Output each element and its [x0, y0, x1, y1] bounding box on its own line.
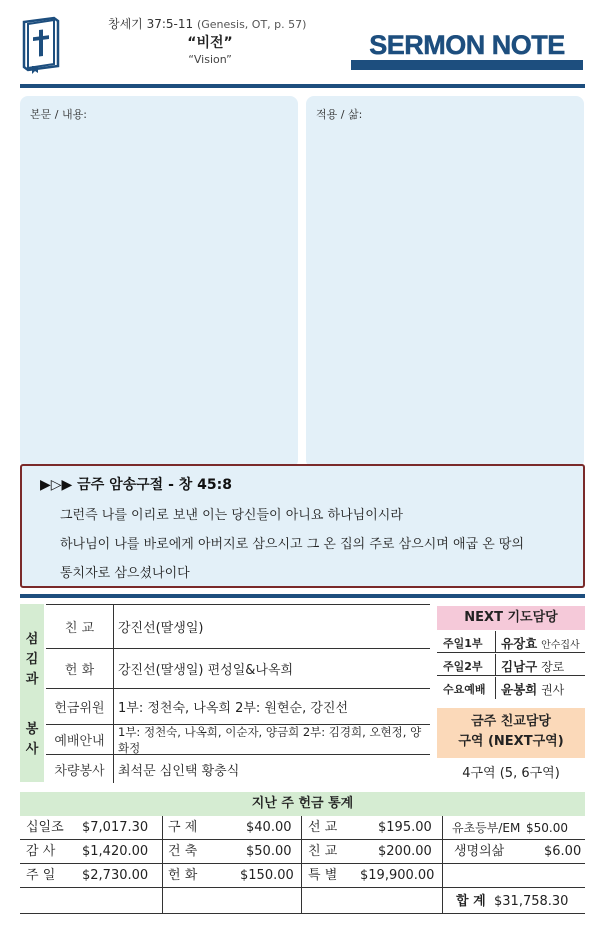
- prayer-day: 주일2부: [443, 660, 483, 673]
- service-value: 최석문 심인택 황충식: [118, 763, 240, 779]
- side-char: 봉: [25, 722, 39, 737]
- side-char: 김: [25, 652, 39, 667]
- content-notes-panel[interactable]: [20, 96, 298, 468]
- memory-verse-line: 그런즉 나를 이리로 보낸 이는 당신들이 아니요 하나님이시라: [60, 508, 403, 523]
- bible-icon: [20, 16, 62, 74]
- service-row: [46, 649, 430, 689]
- prayer-title: 안수집사: [541, 640, 580, 651]
- offering-label: 유초등부/EM: [452, 821, 521, 835]
- brand-banner: [351, 28, 583, 62]
- service-label: 차량봉사: [46, 755, 114, 783]
- service-side-label: [20, 604, 44, 782]
- prayer-row: [437, 631, 585, 653]
- brand-text: SERMON NOTE: [369, 30, 565, 60]
- offering-col-divider: [162, 816, 163, 914]
- side-char: 사: [25, 742, 39, 757]
- next-prayer-heading: NEXT 기도담당: [437, 606, 585, 630]
- offering-label: 선 교: [308, 820, 338, 835]
- service-value: 강진선(딸생일) 편성일&나옥희: [118, 663, 294, 678]
- memory-verse-box: [20, 464, 585, 588]
- offering-label: 생명의삶: [454, 844, 505, 859]
- prayer-title: 장로: [541, 660, 565, 674]
- offering-amount: $50.00: [246, 844, 292, 859]
- prayer-person: [501, 680, 564, 698]
- offering-amount: $2,730.00: [82, 868, 149, 883]
- prayer-person: [501, 657, 564, 675]
- offering-amount: $7,017.30: [82, 820, 149, 835]
- application-notes-panel[interactable]: [306, 96, 584, 468]
- offering-amount: $40.00: [246, 820, 292, 835]
- offering-amount: $1,420.00: [82, 844, 149, 859]
- prayer-name: 유장효: [501, 636, 538, 651]
- offering-label: 친 교: [308, 844, 338, 859]
- sermon-title-english: “Vision”: [188, 53, 232, 66]
- offering-amount: $50.00: [526, 821, 568, 835]
- prayer-row: [437, 654, 585, 676]
- offering-amount: $6.00: [544, 844, 582, 859]
- fellowship-line2: 구역 (NEXT구역): [458, 734, 564, 749]
- passage-subtext: (Genesis, OT, p. 57): [196, 18, 307, 31]
- scripture-reference: [108, 15, 306, 32]
- sermon-title: “비전”: [187, 35, 233, 51]
- prayer-name: 김남구: [501, 659, 538, 674]
- offering-table: [20, 816, 585, 914]
- offering-total-row: [20, 888, 585, 914]
- offering-label: 특 별: [308, 868, 338, 883]
- service-row: [46, 689, 430, 725]
- service-row: [46, 605, 430, 649]
- side-char: 과: [25, 672, 39, 687]
- prayer-title: 권사: [541, 683, 565, 697]
- fellowship-heading-box: [437, 708, 585, 758]
- offering-heading: 지난 주 헌금 통계: [20, 792, 585, 816]
- service-row: [46, 725, 430, 755]
- offering-label: 구 제: [168, 820, 198, 835]
- offering-col-divider: [442, 816, 443, 914]
- content-notes-label: 본문 / 내용:: [30, 108, 87, 121]
- offering-row: [20, 816, 585, 840]
- header-divider: [20, 84, 585, 88]
- divider: [495, 654, 496, 675]
- offering-label: 건 축: [168, 844, 198, 859]
- memory-verse-line: 통치자로 삼으셨나이다: [60, 566, 190, 581]
- service-row: [46, 755, 430, 783]
- service-label: 헌금위원: [46, 689, 114, 724]
- prayer-row: [437, 677, 585, 699]
- offering-amount: $19,900.00: [360, 868, 435, 883]
- fellowship-value: 4구역 (5, 6구역): [462, 766, 560, 781]
- memory-verse-heading: ▶▷▶ 금주 암송구절 - 창 45:8: [40, 477, 232, 493]
- divider: [495, 677, 496, 699]
- offering-amount: $150.00: [240, 868, 294, 883]
- offering-amount: $200.00: [378, 844, 432, 859]
- passage-text: 창세기 37:5-11: [108, 17, 194, 31]
- offering-row: [20, 840, 585, 864]
- prayer-day: 주일1부: [443, 637, 483, 650]
- offering-label: 헌 화: [168, 868, 198, 883]
- offering-row: [20, 864, 585, 888]
- prayer-name: 윤봉희: [501, 682, 538, 697]
- offering-label: 감 사: [26, 844, 56, 859]
- offering-total-amount: $31,758.30: [494, 894, 569, 909]
- service-label: 예배안내: [46, 725, 114, 754]
- service-value: 강진선(딸생일): [118, 621, 204, 636]
- divider: [495, 631, 496, 652]
- application-notes-label: 적용 / 삶:: [316, 108, 363, 121]
- fellowship-line1: 금주 친교담당: [471, 714, 551, 729]
- offering-label: 십일조: [26, 820, 64, 835]
- prayer-person: [501, 634, 580, 652]
- offering-col-divider: [301, 816, 302, 914]
- offering-label: 주 일: [26, 868, 56, 883]
- service-label: 헌 화: [46, 649, 114, 688]
- offering-amount: $195.00: [378, 820, 432, 835]
- section-divider: [20, 594, 585, 598]
- service-value: 1부: 정천숙, 나옥희 2부: 원현순, 강진선: [118, 701, 349, 716]
- memory-verse-line: 하나님이 나를 바로에게 아버지로 삼으시고 그 온 집의 주로 삼으시며 애굽 온 땅의: [60, 537, 525, 552]
- offering-total-label: 합 계: [456, 894, 486, 909]
- service-label: 친 교: [46, 605, 114, 648]
- side-char: 섬: [25, 632, 39, 647]
- prayer-day: 수요예배: [443, 683, 486, 696]
- service-value: 1부: 정천숙, 나옥희, 이순자, 양금희 2부: 김경희, 오현정, 양화정: [118, 724, 422, 755]
